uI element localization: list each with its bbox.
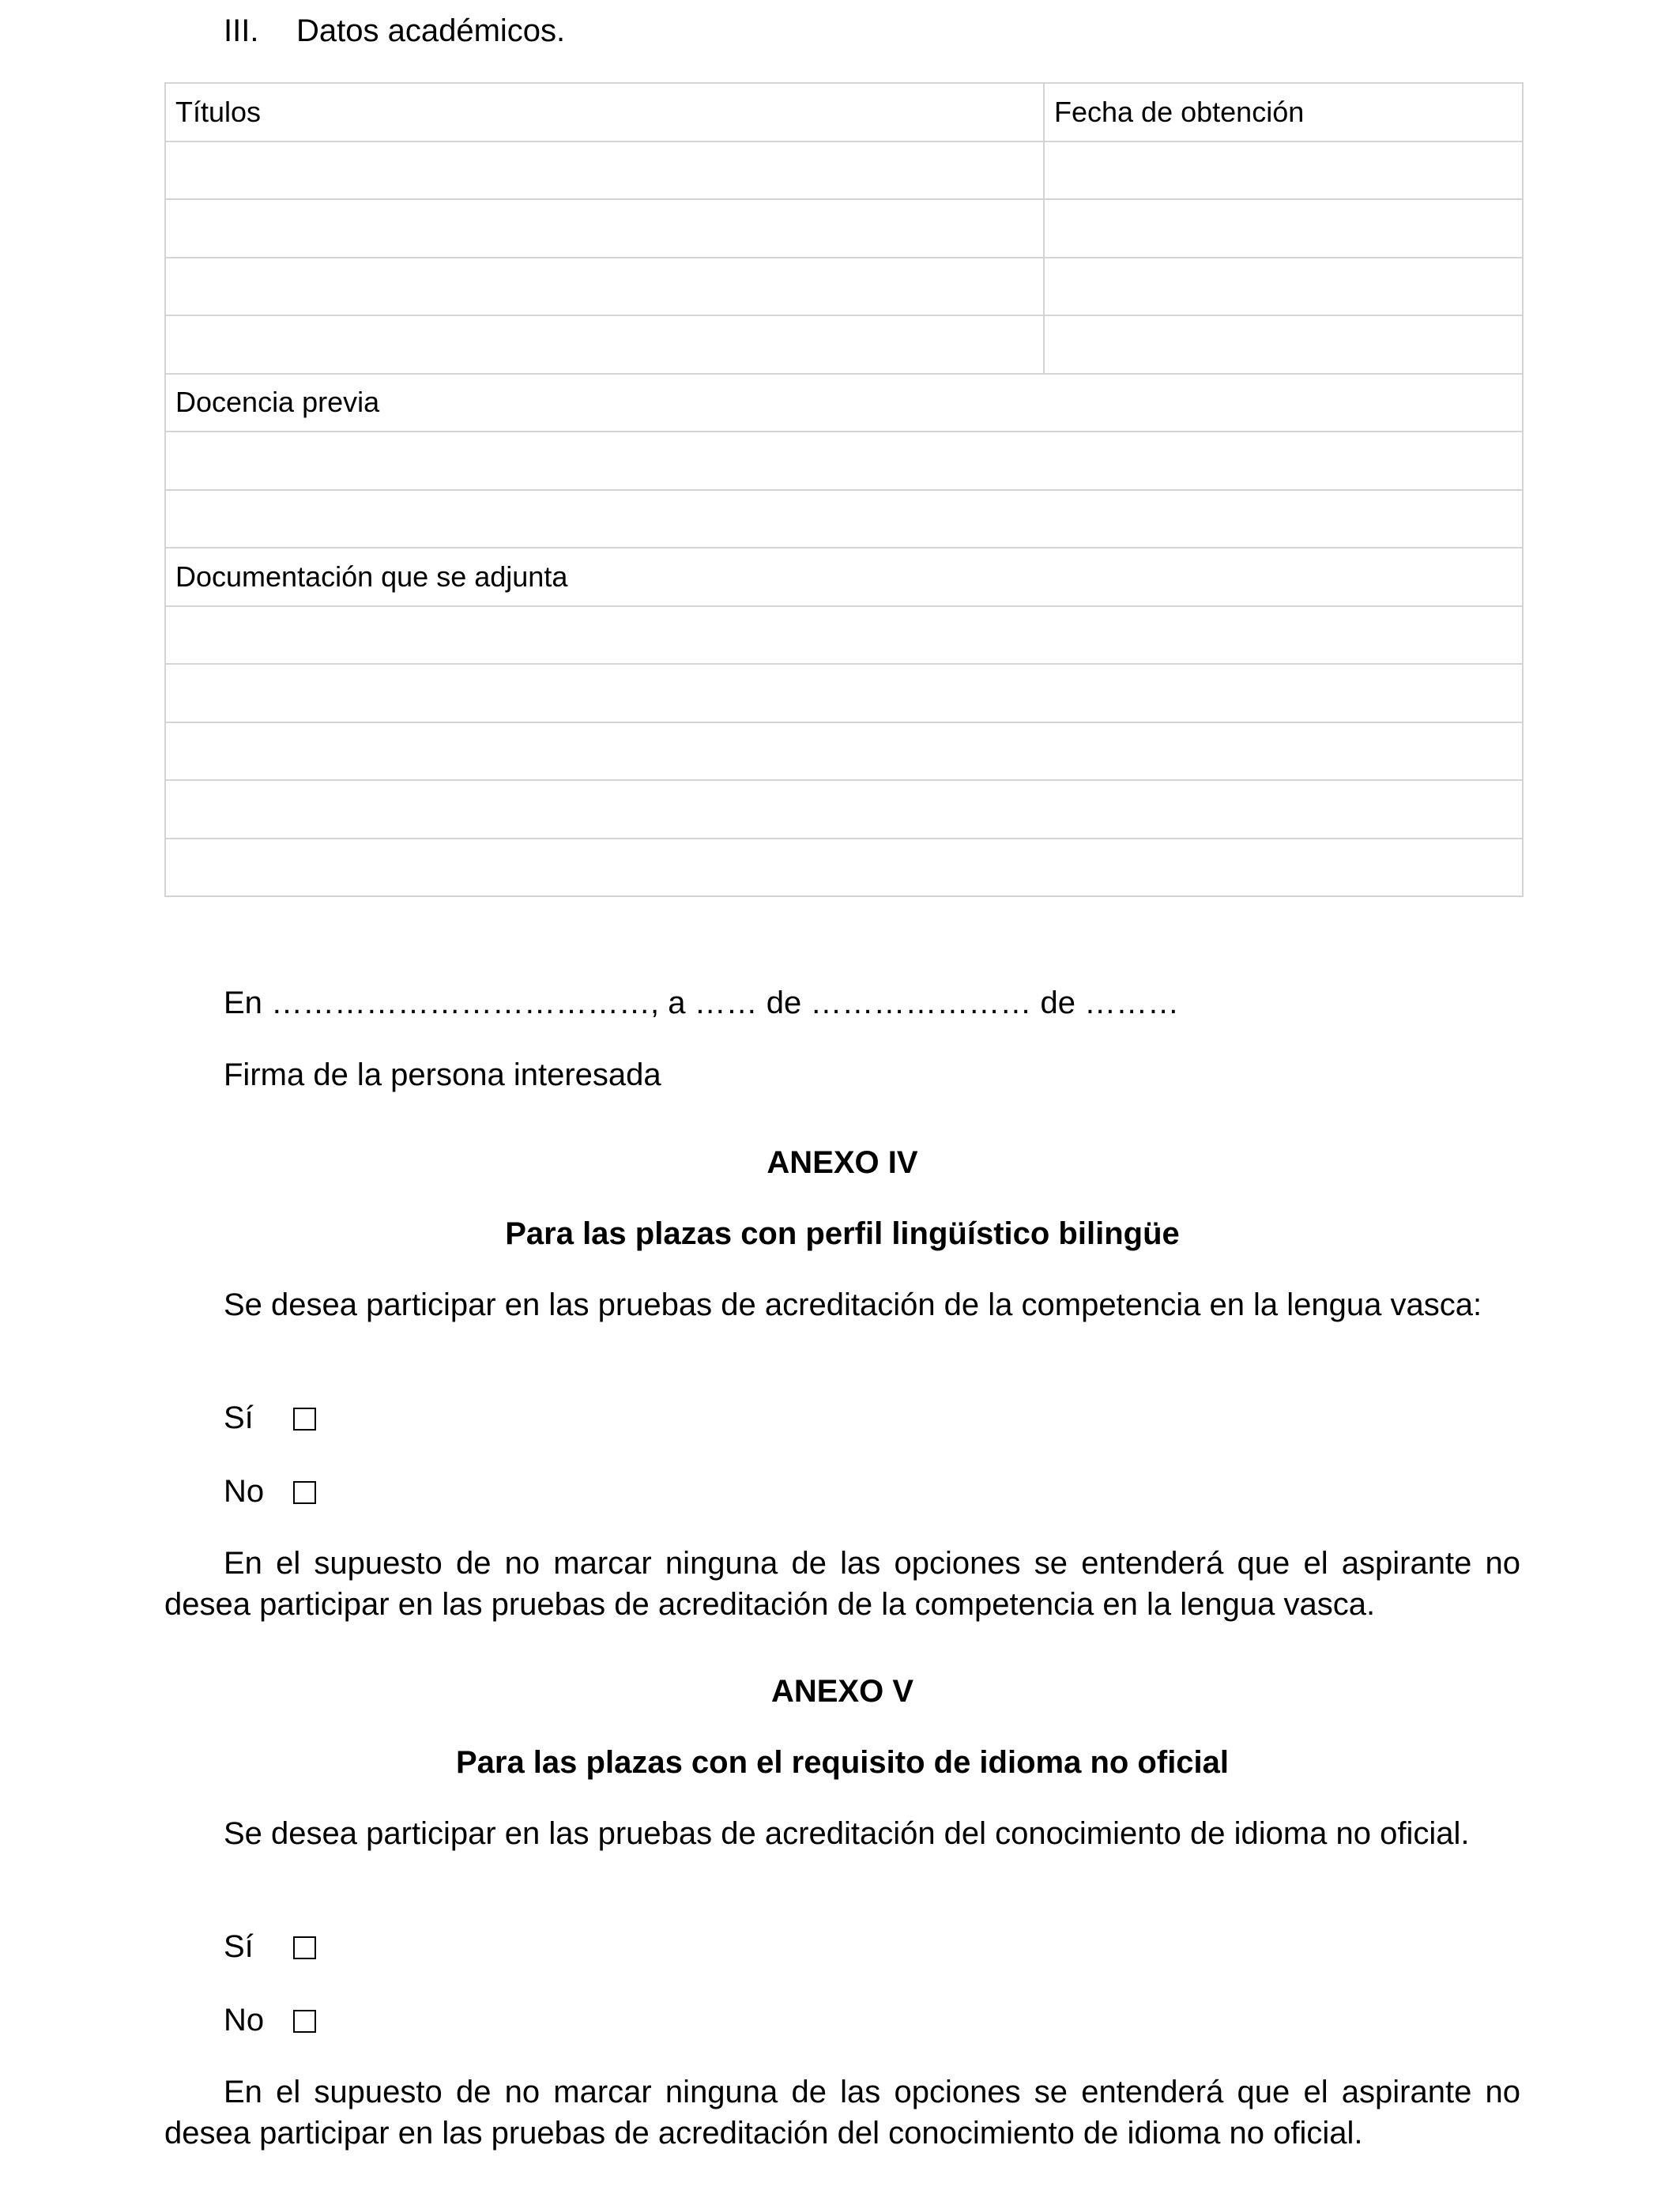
table-row xyxy=(165,839,1523,897)
anexo-v-option-no xyxy=(164,2000,1580,2041)
anexo-iv-option-yes xyxy=(164,1397,1580,1438)
anexo-v-subtitle: Para las plazas con el requisito de idioma no oficial xyxy=(455,1745,1230,1780)
no-checkbox[interactable] xyxy=(293,2010,316,2033)
place-date-line: En ………………………………, a …… de ………………… de ……… xyxy=(224,986,1180,1020)
option-no-label: No xyxy=(224,2003,265,2038)
documentacion-field[interactable] xyxy=(165,664,1523,722)
table-row xyxy=(165,780,1523,839)
no-checkbox[interactable] xyxy=(293,1481,316,1504)
table-row xyxy=(165,141,1523,200)
fecha-field[interactable] xyxy=(1044,199,1523,258)
anexo-iv-title: ANEXO IV xyxy=(767,1145,918,1180)
table-row xyxy=(165,199,1523,258)
titulo-field[interactable] xyxy=(165,315,1044,374)
documentacion-field[interactable] xyxy=(165,780,1523,839)
option-yes-label: Sí xyxy=(224,1400,254,1435)
section-iii-heading xyxy=(224,11,565,51)
anexo-iv-note: En el supuesto de no marcar ninguna de las opciones se entenderá que el aspirante no desea participar en las pruebas de acreditación de la competencia en la lengua vasca. xyxy=(164,1546,1520,1622)
option-yes-label: Sí xyxy=(224,1929,254,1964)
table-row xyxy=(165,432,1523,490)
table-row xyxy=(165,490,1523,548)
anexo-v-question: Se desea participar en las pruebas de acreditación del conocimiento de idioma no oficial. xyxy=(224,1816,1470,1851)
titulo-field[interactable] xyxy=(165,199,1044,258)
anexo-iv-question: Se desea participar en las pruebas de acreditación de la competencia en la lengua vasca: xyxy=(224,1287,1482,1322)
table-row xyxy=(165,606,1523,665)
section-number: III. xyxy=(224,13,259,48)
anexo-v-note: En el supuesto de no marcar ninguna de las opciones se entenderá que el aspirante no desea participar en las pruebas de acreditación del conocimiento de idioma no oficial. xyxy=(164,2075,1520,2151)
titulo-field[interactable] xyxy=(165,141,1044,200)
anexo-v-option-yes xyxy=(164,1926,1580,1967)
documentacion-field[interactable] xyxy=(165,839,1523,897)
titulos-header: Títulos xyxy=(165,83,1044,141)
academic-data-table xyxy=(164,82,1524,897)
table-row xyxy=(165,548,1523,606)
documentacion-field[interactable] xyxy=(165,606,1523,665)
documentacion-header: Documentación que se adjunta xyxy=(165,548,1523,606)
anexo-v-title: ANEXO V xyxy=(770,1674,914,1709)
docencia-field[interactable] xyxy=(165,432,1523,490)
table-row xyxy=(165,258,1523,316)
docencia-field[interactable] xyxy=(165,490,1523,548)
anexo-iv-subtitle: Para las plazas con perfil lingüístico bilingüe xyxy=(505,1216,1180,1251)
fecha-header: Fecha de obtención xyxy=(1044,83,1523,141)
table-row xyxy=(165,315,1523,374)
docencia-header: Docencia previa xyxy=(165,374,1523,432)
table-row xyxy=(165,83,1523,141)
table-row xyxy=(165,722,1523,781)
anexo-iv-option-no xyxy=(164,1471,1580,1512)
documentacion-field[interactable] xyxy=(165,722,1523,781)
yes-checkbox[interactable] xyxy=(293,1936,316,1959)
yes-checkbox[interactable] xyxy=(293,1408,316,1431)
fecha-field[interactable] xyxy=(1044,141,1523,200)
fecha-field[interactable] xyxy=(1044,315,1523,374)
table-row xyxy=(165,374,1523,432)
section-title: Datos académicos. xyxy=(296,13,566,48)
titulo-field[interactable] xyxy=(165,258,1044,316)
fecha-field[interactable] xyxy=(1044,258,1523,316)
signature-label: Firma de la persona interesada xyxy=(224,1057,661,1092)
table-row xyxy=(165,664,1523,722)
option-no-label: No xyxy=(224,1474,265,1509)
